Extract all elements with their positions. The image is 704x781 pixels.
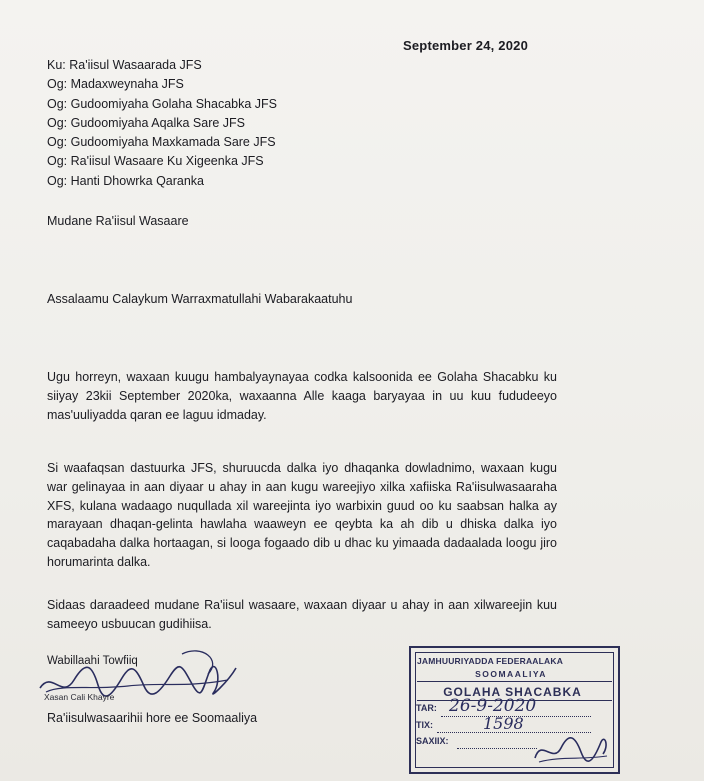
signer-name: Xasan Cali Khayre [44,692,115,702]
stamp-divider [417,681,612,682]
letter-date: September 24, 2020 [403,38,529,53]
stamp-date-value: 26-9-2020 [449,696,537,716]
recipient-line: Og: Madaxweynaha JFS [47,77,184,92]
stamp-signature-line [457,748,537,749]
body-paragraph: Si waafaqsan dastuurka JFS, shuruucda dalka iyo dhaqanka dowladnimo, waxaan kugu war gelinayaa in aan diyaar u ahay in aan kugu wareejiyo xilka xafiiska Ra'iisulwasaaraha XFS, kulana wadaago nuqullada xil wareejinta iyo warbixin guud oo ku saabsan halka ay marayaan dhaqan-gelinta hawlaha waaweyn ee qeybta ka ah dib u dhiska dalka iyo caqabadaha dalka hortaagan, si looga fogaado dib u dhac ku yimaada dadaalada loogu jiro horumarinta dalka. [47,461,557,569]
stamp-line-country: SOOMAALIYA [475,669,547,679]
recipient-line: Og: Hanti Dhowrka Qaranka [47,173,205,188]
recipient-line: Og: Gudoomiyaha Aqalka Sare JFS [47,115,246,130]
body-paragraph: Ugu horreyn, waxaan kuugu hambalyaynayaa codka kalsoonida ee Golaha Shacabku ku siiyay 23kii September 2020ka, waxaanna Alle kaaga baryayaa in uu kuu fududeeyo mas'uuliyadda qaran ee laguu idmaday. [47,370,557,422]
stamp-number-value: 1598 [483,714,524,733]
stamp-line-house: GOLAHA SHACABKA [443,685,582,699]
recipient-line: Og: Gudoomiyaha Golaha Shacabka JFS [47,96,277,111]
recipient-line: Og: Ra'iisul Wasaare Ku Xigeenka JFS [47,154,264,169]
recipient-list [47,56,277,191]
signer-title: Ra'iisulwasaarihii hore ee Soomaaliya [47,711,258,725]
recipient-line: Og: Gudoomiyaha Maxkamada Sare JFS [47,135,276,150]
signature-closing: Wabillaahi Towfiiq [47,655,138,667]
recipient-line: Ku: Ra'iisul Wasaarada JFS [47,58,202,72]
greeting: Assalaamu Calaykum Warraxmatullahi Wabarakaatuhu [47,292,353,306]
stamp-date-label: TAR: [416,703,437,713]
stamp-signature-scribble [531,728,611,768]
stamp-line-republic: JAMHUURIYADDA FEDERAALAKA [417,656,564,666]
stamp-signature-label: SAXIIX: [416,736,449,746]
stamp-number-label: TIX: [416,720,433,730]
body-paragraph: Sidaas daraadeed mudane Ra'iisul wasaare, waxaan diyaar u ahay in aan xilwareejin kuu sameeyo usbuucan gudihiisa. [47,598,557,631]
salutation: Mudane Ra'iisul Wasaare [47,214,189,228]
parliament-received-stamp [409,646,620,774]
